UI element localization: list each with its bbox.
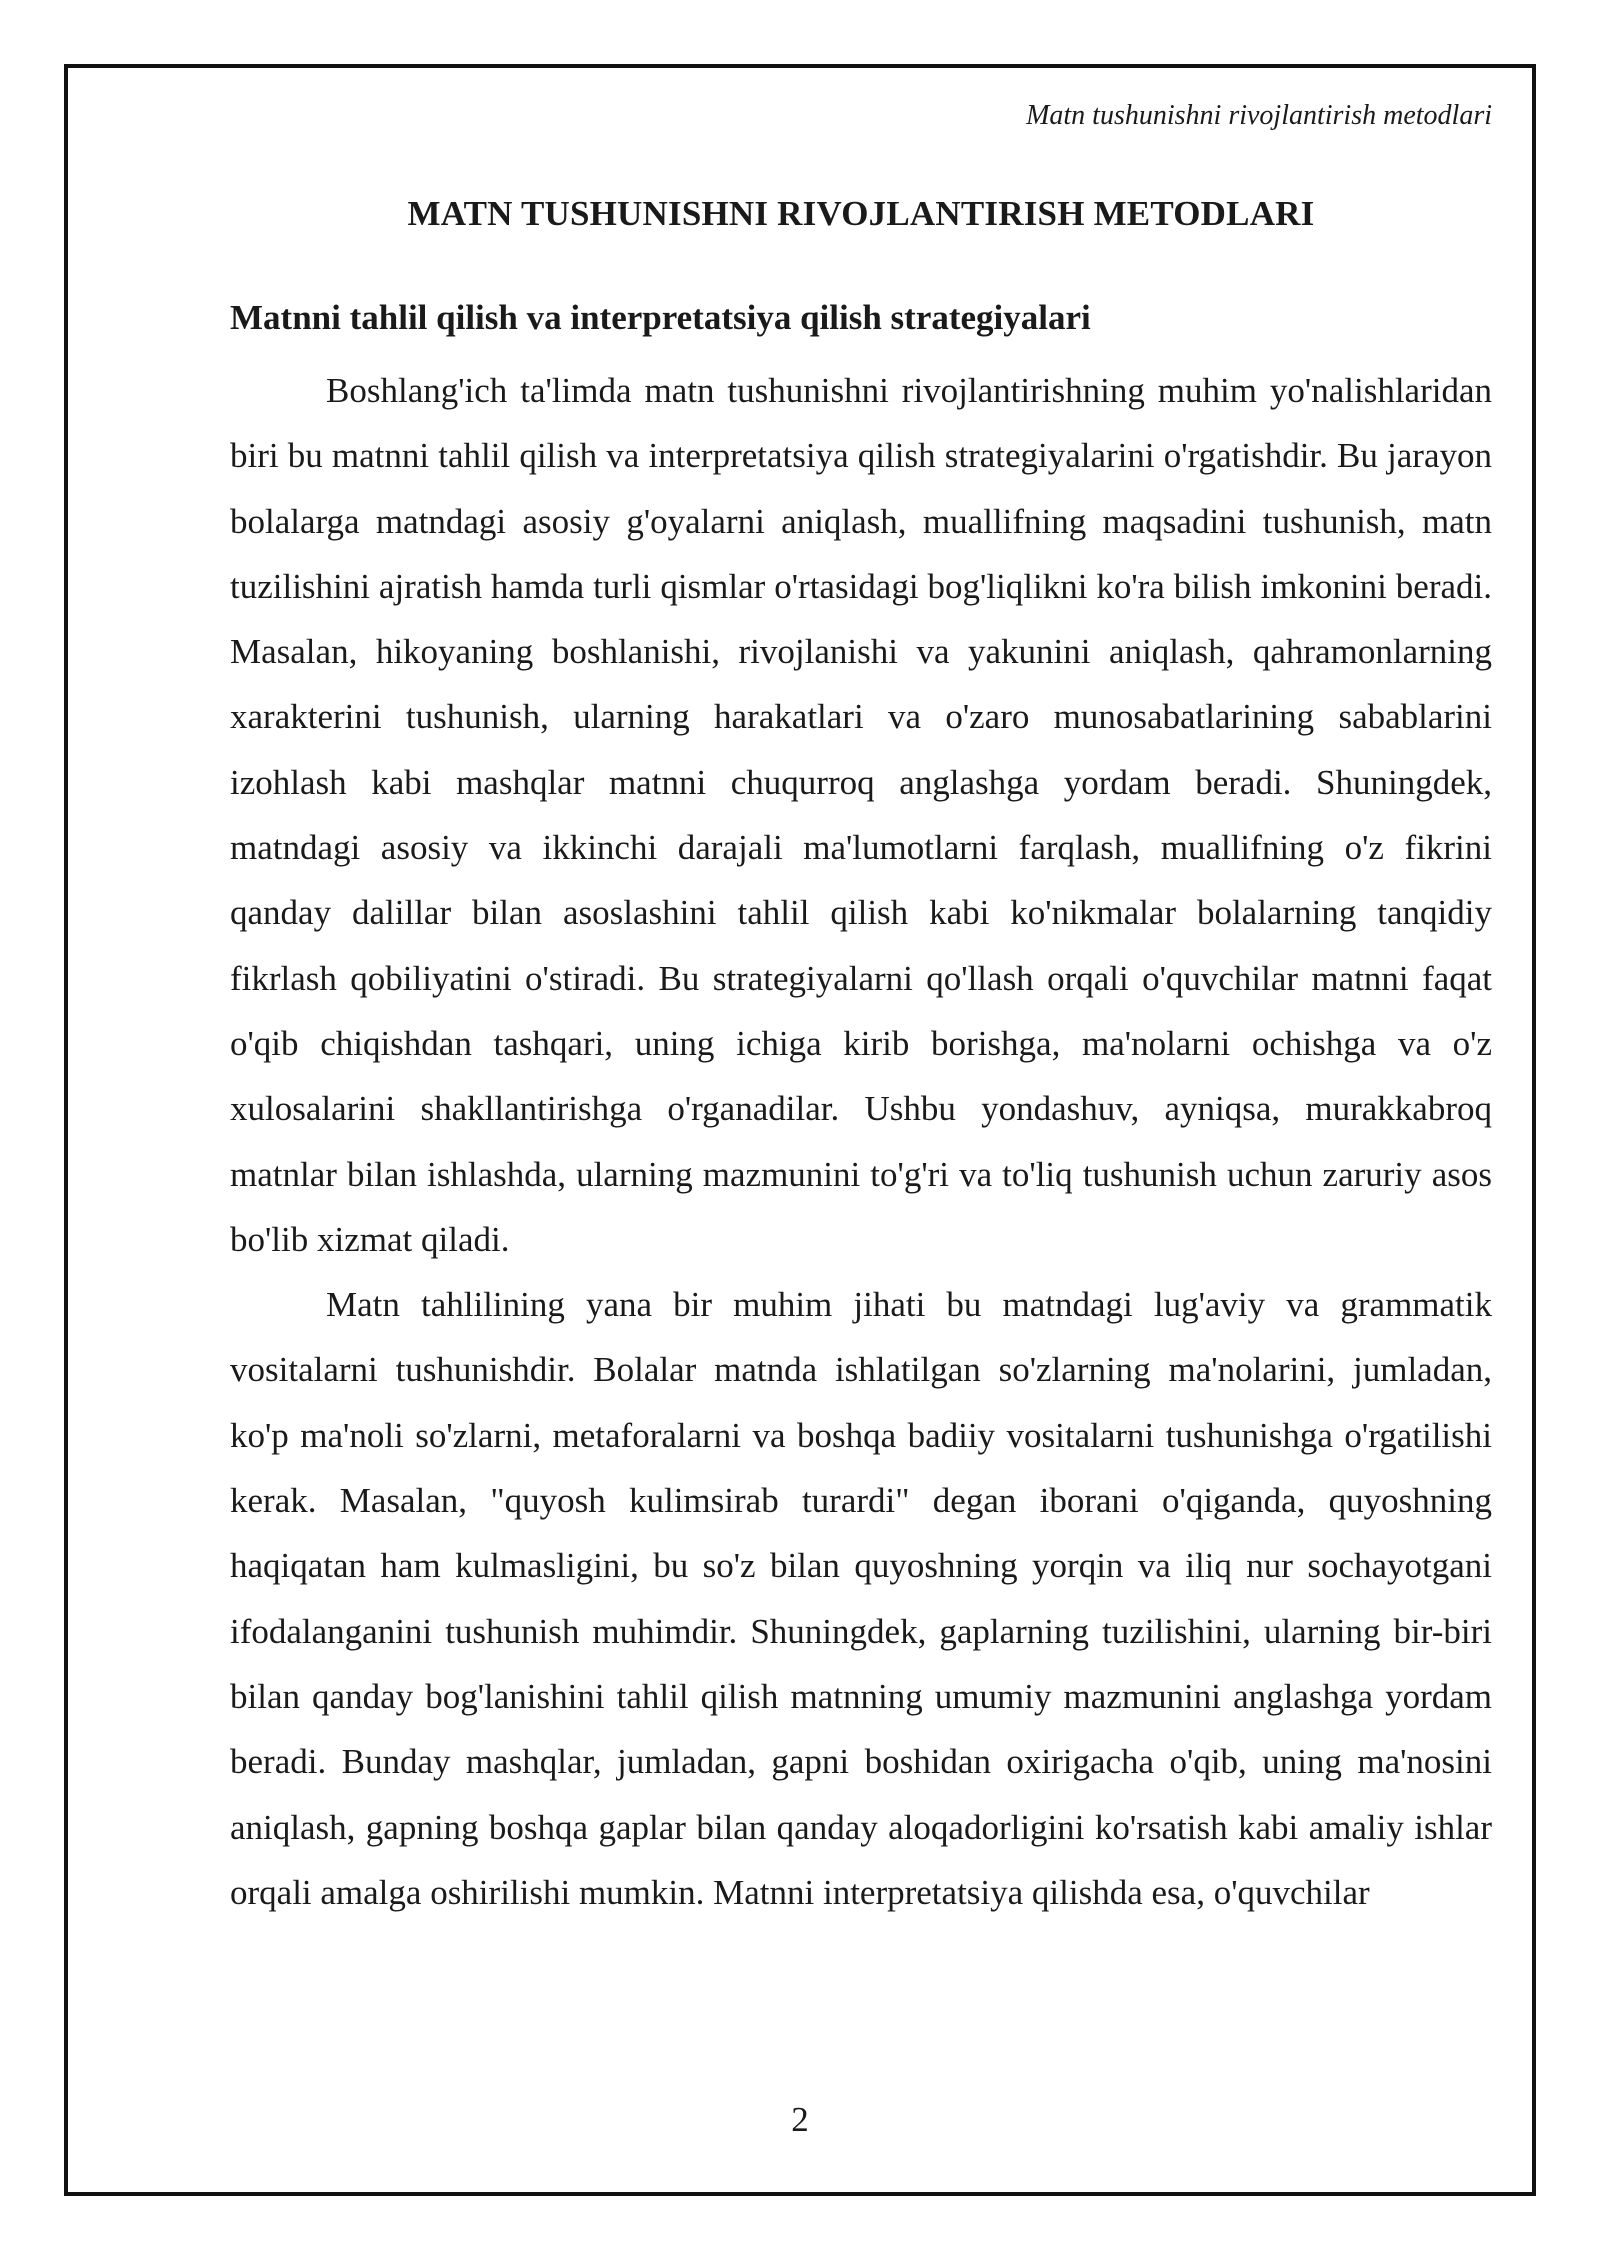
body-paragraph-2: Matn tahlilining yana bir muhim jihati bu matndagi lug'aviy va grammatik vositalarni tushunishdir. Bolalar matnda ishlatilgan so'zlarning ma'nolarini, jumladan, ko'p ma'noli so'zlarni, metaforalarni va boshqa badiiy vositalarni tushunishga o'rgatilishi kerak. Masalan, "quyosh kulimsirab turardi" degan iborani o'qiganda, quyoshning haqiqatan ham kulmasligini, bu so'z bilan quyoshning yorqin va iliq nur sochayotgani ifodalanganini tushunish muhimdir. Shuningdek, gaplarning tuzilishini, ularning bir-biri bilan qanday bog'lanishini tahlil qilish matnning umumiy mazmunini anglashga yordam beradi. Bunday mashqlar, jumladan, gapni boshidan oxirigacha o'qib, uning ma'nosini aniqlash, gapning boshqa gaplar bilan qanday aloqadorligini ko'rsatish kabi amaliy ishlar orqali amalga oshirilishi mumkin. Matnni interpretatsiya qilishda esa, o'quvchilar	[230, 1285, 1492, 1912]
running-header: Matn tushunishni rivojlantirish metodlari	[1026, 100, 1492, 131]
page-number: 2	[791, 2100, 809, 2139]
document-title: MATN TUSHUNISHNI RIVOJLANTIRISH METODLARI	[407, 194, 1315, 233]
section-heading: Matnni tahlil qilish va interpretatsiya qilish strategiyalari	[230, 298, 1091, 337]
page-content	[230, 182, 1492, 1925]
body-paragraph-1: Boshlang'ich ta'limda matn tushunishni rivojlantirishning muhim yo'nalishlaridan biri bu matnni tahlil qilish va interpretatsiya qilish strategiyalarini o'rgatishdir. Bu jarayon bolalarga matndagi asosiy g'oyalarni aniqlash, muallifning maqsadini tushunish, matn tuzilishini ajratish hamda turli qismlar o'rtasidagi bog'liqlikni ko'ra bilish imkonini beradi. Masalan, hikoyaning boshlanishi, rivojlanishi va yakunini aniqlash, qahramonlarning xarakterini tushunish, ularning harakatlari va o'zaro munosabatlarining sabablarini izohlash kabi mashqlar matnni chuqurroq anglashga yordam beradi. Shuningdek, matndagi asosiy va ikkinchi darajali ma'lumotlarni farqlash, muallifning o'z fikrini qanday dalillar bilan asoslashini tahlil qilish kabi ko'nikmalar bolalarning tanqidiy fikrlash qobiliyatini o'stiradi. Bu strategiyalarni qo'llash orqali o'quvchilar matnni faqat o'qib chiqishdan tashqari, uning ichiga kirib borishga, ma'nolarni ochishga va o'z xulosalarini shakllantirishga o'rganadilar. Ushbu yondashuv, ayniqsa, murakkabroq matnlar bilan ishlashda, ularning mazmunini to'g'ri va to'liq tushunish uchun zaruriy asos bo'lib xizmat qiladi.	[230, 371, 1492, 1259]
